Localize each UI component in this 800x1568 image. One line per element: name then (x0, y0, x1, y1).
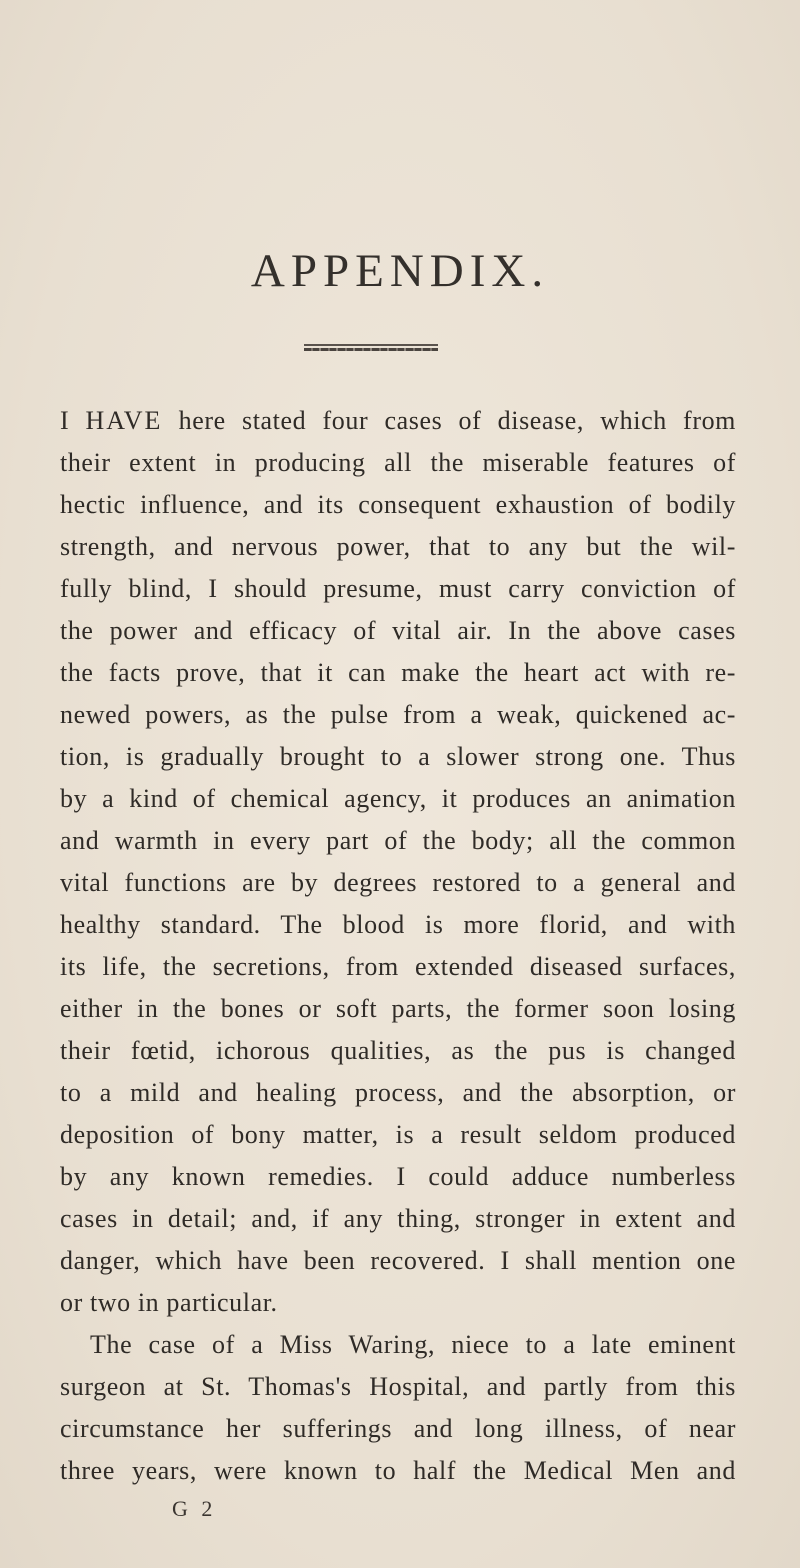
text-line-3: hectic influence, and its consequent exhaustion of bodily (60, 490, 736, 519)
text-line-8: newed powers, as the pulse from a weak, quickened ac- (60, 700, 736, 729)
page-heading: APPENDIX. (250, 245, 550, 297)
text-line-7: the facts prove, that it can make the heart act with re- (60, 658, 736, 687)
initial-letter: I (60, 406, 70, 435)
text-line-5: fully blind, I should presume, must carry conviction of (60, 574, 736, 603)
text-line-1 (60, 404, 736, 438)
text-line-12: vital functions are by degrees restored to a general and (60, 868, 736, 897)
text-line-25: circumstance her sufferings and long illness, of near (60, 1414, 736, 1443)
text-line-23: The case of a Miss Waring, niece to a late eminent (90, 1330, 736, 1359)
text-line-18: deposition of bony matter, is a result seldom produced (60, 1120, 736, 1149)
text-line-21: danger, which have been recovered. I shall mention one (60, 1246, 736, 1275)
text-line-26: three years, were known to half the Medical Men and (60, 1456, 736, 1485)
text-line-2: their extent in producing all the miserable features of (60, 448, 736, 477)
opening-word: HAVE (85, 406, 163, 435)
text-line-6: the power and efficacy of vital air. In the above cases (60, 616, 736, 645)
rule-line-thick (304, 348, 438, 351)
rule-line-thin (304, 344, 438, 346)
text-line-13: healthy standard. The blood is more florid, and with (60, 910, 736, 939)
signature-mark: G 2 (172, 1496, 217, 1521)
text-line-20: cases in detail; and, if any thing, stronger in extent and (60, 1204, 736, 1233)
decorative-rule (304, 344, 438, 352)
line-1-rest: here stated four cases of disease, which from (178, 406, 736, 435)
text-line-24: surgeon at St. Thomas's Hospital, and partly from this (60, 1372, 736, 1401)
text-line-22: or two in particular. (60, 1288, 278, 1317)
text-line-10: by a kind of chemical agency, it produces an animation (60, 784, 736, 813)
text-line-16: their fœtid, ichorous qualities, as the pus is changed (60, 1036, 736, 1065)
text-line-17: to a mild and healing process, and the absorption, or (60, 1078, 736, 1107)
text-line-15: either in the bones or soft parts, the former soon losing (60, 994, 736, 1023)
text-line-11: and warmth in every part of the body; all the common (60, 826, 736, 855)
text-line-14: its life, the secretions, from extended diseased surfaces, (60, 952, 736, 981)
text-line-4: strength, and nervous power, that to any but the wil- (60, 532, 736, 561)
text-line-19: by any known remedies. I could adduce numberless (60, 1162, 736, 1191)
text-line-9: tion, is gradually brought to a slower strong one. Thus (60, 742, 736, 771)
